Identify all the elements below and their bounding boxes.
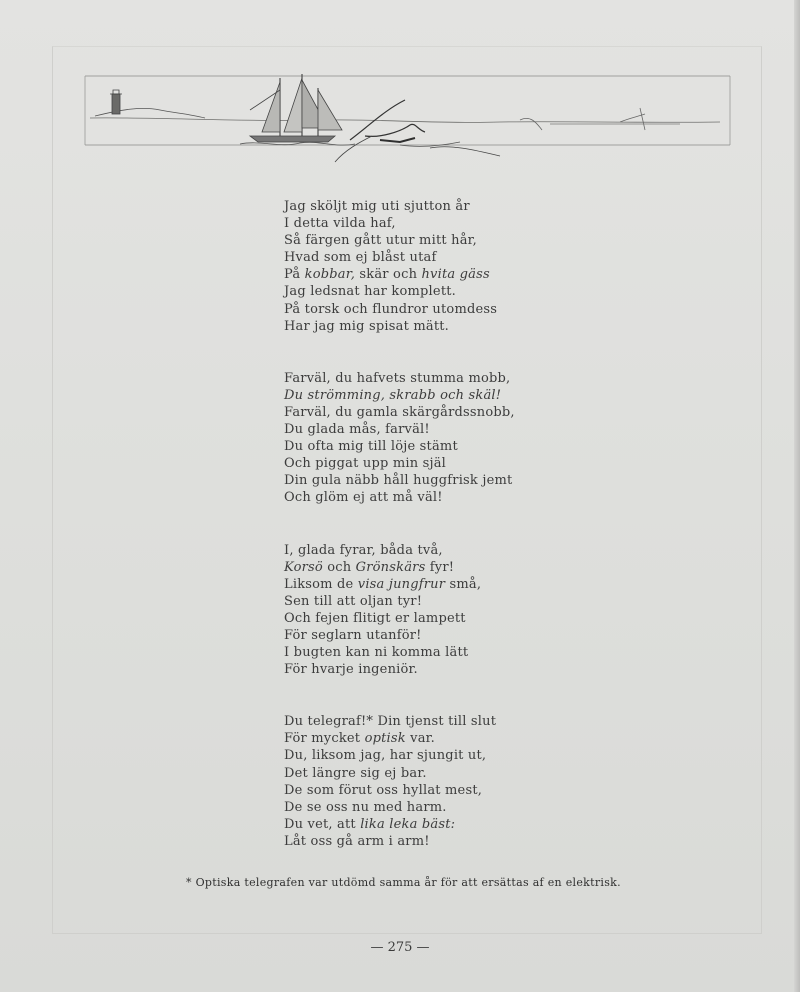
poem-line (284, 198, 584, 215)
poem-line (284, 215, 584, 232)
stanza (284, 713, 584, 850)
line-segment: och (322, 559, 356, 575)
stanza (284, 198, 584, 335)
line-segment: Sen till att oljan tyr! (284, 593, 423, 609)
poem-line (284, 644, 584, 661)
poem-line (284, 232, 584, 249)
line-segment: Grönskärs (355, 559, 426, 575)
line-segment: små, (445, 576, 482, 592)
poem-line (284, 455, 584, 472)
line-segment: Farväl, du gamla skärgårdssnobb, (284, 404, 515, 420)
poem-line (284, 438, 584, 455)
line-segment: På torsk och flundror utomdess (284, 301, 498, 317)
line-segment: Och glöm ej att må väl! (284, 490, 443, 506)
stanza (284, 370, 584, 507)
line-segment: Och fejen flitigt er lampett (284, 610, 466, 626)
line-segment: hvita gäss (421, 267, 490, 283)
footnote: * Optiska telegrafen var utdömd samma år för att ersättas af en elektrisk. (186, 876, 621, 889)
poem-line (284, 283, 584, 300)
poem-line (284, 387, 584, 404)
line-segment: Jag sköljt mig uti sjutton år (284, 199, 470, 214)
poem-line (284, 266, 584, 283)
poem-line (284, 782, 584, 799)
poem-line (284, 421, 584, 438)
line-segment: lika leka bäst: (360, 816, 456, 832)
line-segment: Du ofta mig till löje stämt (284, 439, 458, 455)
poem-line (284, 472, 584, 489)
poem-line (284, 730, 584, 747)
poem-line (284, 765, 584, 782)
sea-vignette-illustration (80, 70, 740, 170)
line-segment: I bugten kan ni komma lätt (284, 645, 469, 661)
line-segment: Du, liksom jag, har sjungit ut, (284, 748, 487, 764)
line-segment: optisk (364, 731, 406, 747)
line-segment: De se oss nu med harm. (284, 799, 447, 815)
line-segment: De som förut oss hyllat mest, (284, 782, 483, 798)
poem-line (284, 559, 584, 576)
line-segment: Jag ledsnat har komplett. (284, 284, 456, 300)
line-segment: För hvarje ingeniör. (284, 662, 418, 678)
poem-line (284, 249, 584, 266)
line-segment: var. (405, 731, 435, 747)
poem-line (284, 833, 584, 850)
line-segment: fyr! (425, 559, 455, 575)
poem-line (284, 713, 584, 730)
line-segment: Och piggat upp min själ (284, 456, 447, 472)
line-segment: Så färgen gått utur mitt hår, (284, 233, 477, 249)
line-segment: skär och (355, 267, 422, 283)
line-segment: Hvad som ej blåst utaf (284, 250, 437, 266)
line-segment: Du strömming, skrabb och skäl! (284, 387, 502, 403)
page-edge-shadow (794, 0, 800, 992)
poem-line (284, 661, 584, 678)
line-segment: Du vet, att (284, 816, 361, 832)
line-segment: Du glada mås, farväl! (284, 422, 430, 438)
poem-line (284, 370, 584, 387)
line-segment: Det längre sig ej bar. (284, 765, 427, 781)
line-segment: I, glada fyrar, båda två, (284, 542, 443, 558)
line-segment: För seglarn utanför! (284, 627, 422, 643)
poem-line (284, 816, 584, 833)
line-segment: kobbar, (304, 267, 356, 283)
poem-line (284, 593, 584, 610)
poem-line (284, 318, 584, 335)
line-segment: Låt oss gå arm i arm! (284, 833, 430, 849)
poem-line (284, 610, 584, 627)
line-segment: Du telegraf!* Din tjenst till slut (284, 714, 497, 730)
line-segment: Farväl, du hafvets stumma mobb, (284, 370, 511, 386)
line-segment: Korsö (284, 559, 323, 575)
poem-line (284, 542, 584, 559)
poem-line (284, 576, 584, 593)
poem-line (284, 747, 584, 764)
page-number: — 275 — (370, 940, 430, 955)
line-segment: Din gula näbb håll huggfrisk jemt (284, 473, 513, 489)
line-segment: Har jag mig spisat mätt. (284, 318, 449, 334)
line-segment: På (284, 267, 305, 283)
poem-line (284, 489, 584, 506)
poem (284, 198, 584, 885)
poem-line (284, 627, 584, 644)
line-segment: Liksom de (284, 576, 358, 592)
poem-line (284, 799, 584, 816)
line-segment: För mycket (284, 731, 365, 747)
line-segment: visa jungfrur (357, 576, 446, 592)
poem-line (284, 404, 584, 421)
poem-line (284, 301, 584, 318)
stanza (284, 542, 584, 679)
line-segment: I detta vilda haf, (284, 216, 396, 232)
